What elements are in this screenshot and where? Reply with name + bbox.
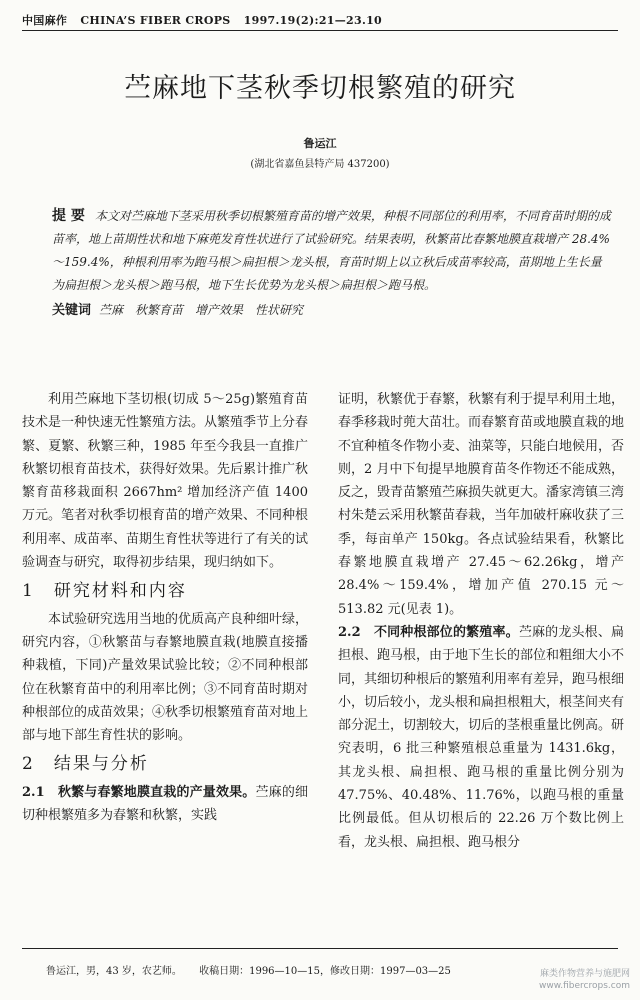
abstract-label: 提 要 [52, 208, 85, 224]
issue-info: 1997.19(2):21—23.10 [243, 14, 383, 27]
section-2-1-paragraph [22, 781, 308, 828]
abstract-block [52, 205, 612, 322]
keywords-label: 关键词 [52, 303, 92, 318]
header-rule [22, 30, 618, 31]
site-watermark [539, 968, 630, 992]
keywords-line [52, 299, 612, 322]
journal-name-cn: 中国麻作 [22, 14, 68, 27]
section-2-heading: 2 结果与分析 [22, 754, 149, 775]
section-2-2-paragraph [338, 621, 624, 854]
section-2-1-text-continued: 证明，秋繁优于春繁，秋繁有利于提早利用土地，春季移栽时蔸大苗壮。而春繁育苗或地膜直栽的地不宜种植冬作物小麦、油菜等，只能白地候用，否则，2 月中下旬提早地膜育苗冬作物还不能成熟，反之，毁青苗繁殖苎麻损失就更大。潘家湾镇三湾村朱楚云采用秋繁苗春栽，当年加破杆麻收获了三季，每亩单产 150kg。各点试验结果看，秋繁比春繁地膜直栽增产 27.45～62.26kg，增产 28.4%～159.4%，增加产值 270.15 元～513.82 元(见表 1)。 [338, 392, 625, 617]
intro-paragraph: 利用苎麻地下茎切根(切成 5～25g)繁殖育苗技术是一种快速无性繁殖方法。从繁殖季节上分春繁、夏繁、秋繁三种，1985 年至今我县一直推广秋繁切根育苗技术，获得好效果。先后累计推广秋繁育苗移栽面积 2667hm² 增加经济产值 1400 万元。笔者对秋季切根育苗的增产效果、不同种根利用率、成苗率、苗期生育性状等进行了有关的试验调查与研究，取得初步结果，现归纳如下。 [22, 392, 309, 571]
footnote-rule [22, 948, 618, 949]
abstract-text: 本文对苎麻地下茎采用秋季切根繁殖育苗的增产效果，种根不同部位的利用率，不同育苗时期的成苗率，地上苗期性状和地下麻蔸发育性状进行了试验研究。结果表明，秋繁苗比春繁地膜直栽增产 28.4%～159.4%，种根利用率为跑马根＞扁担根＞龙头根，育苗时期上以立秋后成苗率较高，苗期地上生长量为扁担根＞龙头根＞跑马根，地下生长优势为龙头根＞扁担根＞跑马根。 [52, 209, 611, 292]
author-affiliation: (湖北省嘉鱼县特产局 437200) [250, 159, 390, 170]
section-1-paragraph: 本试验研究选用当地的优质高产良种细叶绿，研究内容，①秋繁苗与春繁地膜直栽(地膜直接播种栽植，下同)产量效果试验比较；②不同种根部位在秋繁育苗中的利用率比例；③不同育苗时期对种根部位的成苗效果；④秋季切根繁殖育苗对地上部与地下部生育性状的影响。 [22, 611, 309, 744]
footnote [46, 962, 465, 977]
section-2-2-text: 苎麻的龙头根、扁担根、跑马根，由于地下生长的部位和粗细大小不同，其细切种根后的繁殖利用率有差异，跑马根细小，切后较小，龙头根和扁担根粗大，根茎间夹有部分泥土，切割较大，切后的茎根重量比例高。研究表明，6 批三种繁殖根总重量为 1431.6kg，其龙头根、扁担根、跑马根的重量比例分别为 47.75%、40.48%、11.76%，以跑马根的重量比例最低。但从切根后的 22.26 万个数比例上看，龙头根、扁担根、跑马根分 [338, 624, 625, 850]
author-note: 鲁运江，男，43 岁，农艺师。 [46, 966, 182, 977]
keywords-text: 苎麻 秋繁育苗 增产效果 性状研究 [99, 303, 304, 317]
watermark-cn: 麻类作物营养与施肥网 [539, 969, 630, 979]
section-2-1-text-start: 苎麻的细切种根繁殖多为春繁和秋繁，实践 [22, 784, 308, 824]
right-column [338, 388, 624, 854]
left-column [22, 388, 308, 827]
section-1-heading: 1 研究材料和内容 [22, 581, 187, 602]
section-2-1-heading: 2.1 秋繁与春繁地膜直栽的产量效果。 [22, 784, 256, 800]
section-2-2-heading: 2.2 不同种根部位的繁殖率。 [338, 624, 519, 640]
watermark-url: www.fibercrops.com [539, 981, 630, 991]
paper-title: 苎麻地下茎秋季切根繁殖的研究 [124, 73, 516, 104]
author-name: 鲁运江 [303, 137, 337, 150]
abstract-paragraph [52, 205, 612, 297]
received-dates: 收稿日期：1996—10—15，修改日期：1997—03—25 [199, 966, 451, 977]
journal-name-en: CHINA’S FIBER CROPS [80, 14, 231, 27]
running-header [22, 12, 618, 28]
